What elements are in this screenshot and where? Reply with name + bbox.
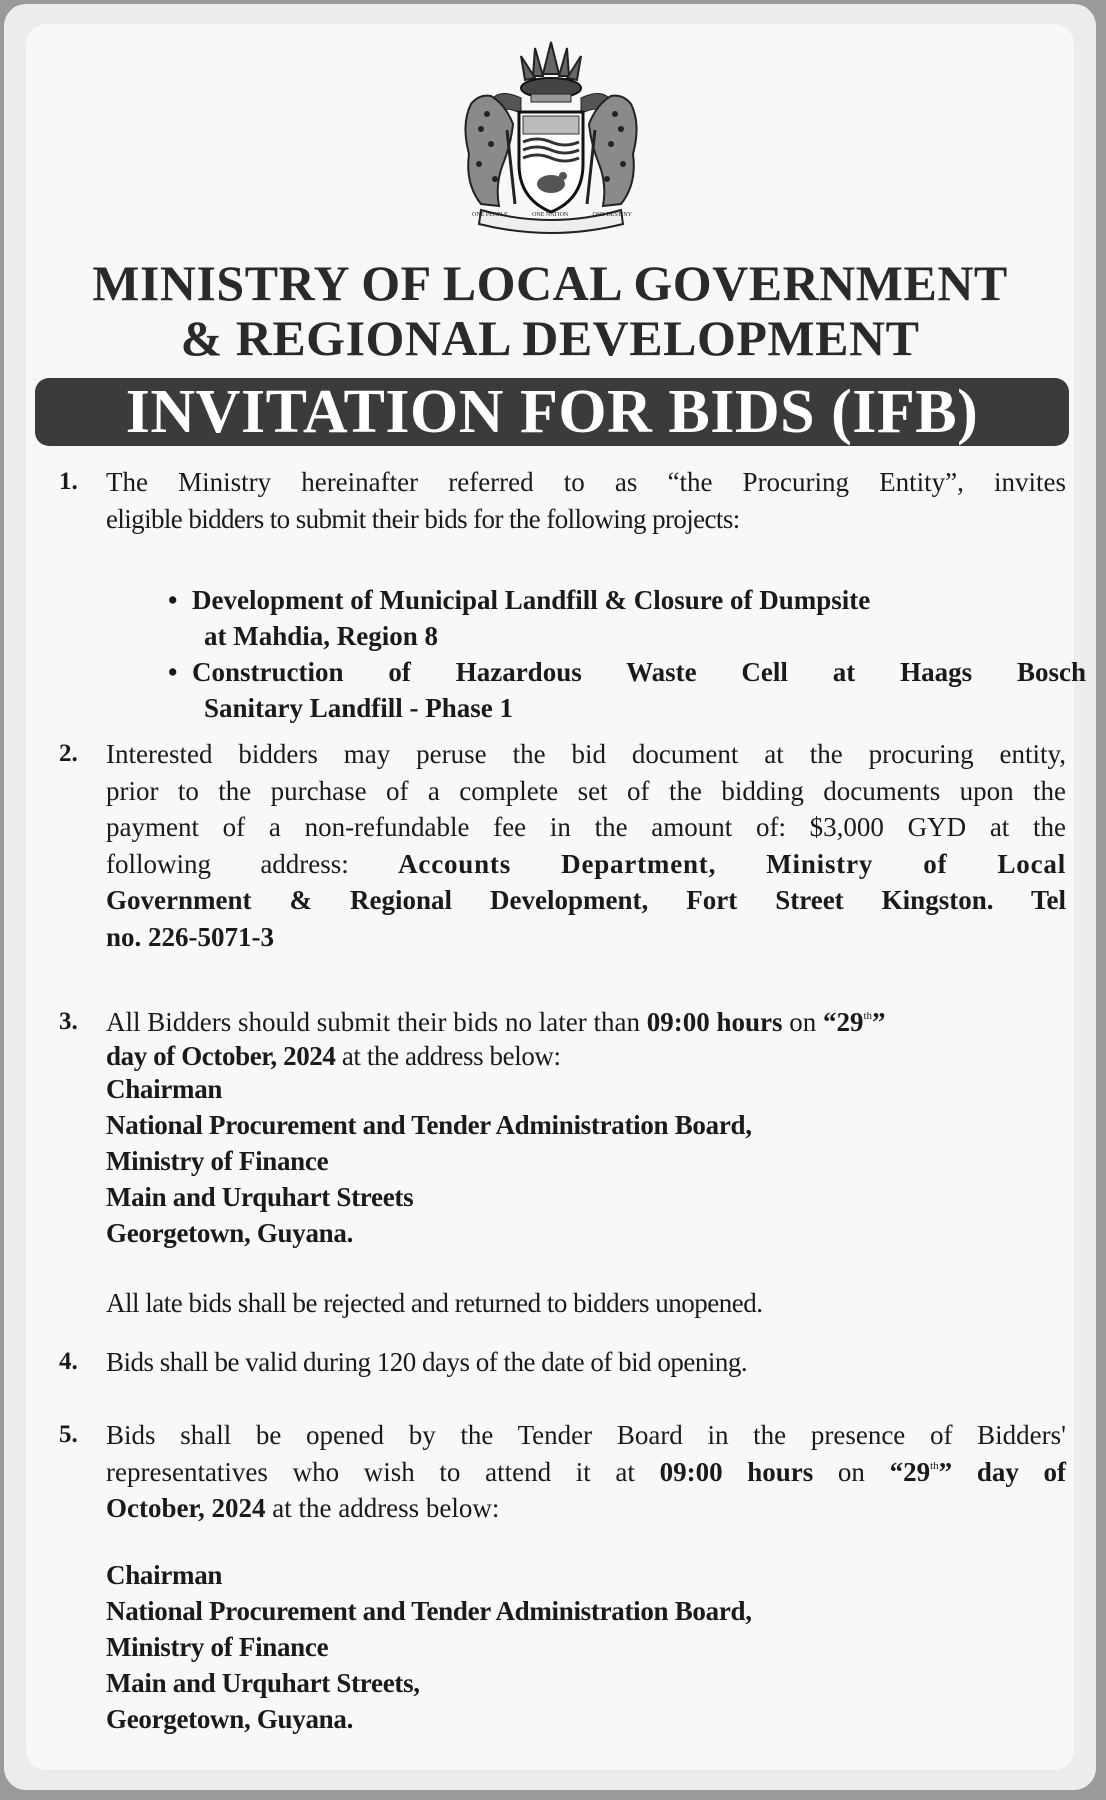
opening-day: “29 xyxy=(889,1456,931,1487)
list-item xyxy=(168,654,1086,726)
clause-text xyxy=(106,1004,1066,1321)
bullet-icon: • xyxy=(168,657,178,687)
late-bids-note: All late bids shall be rejected and returned to bidders unopened. xyxy=(106,1287,763,1318)
opening-address xyxy=(106,1557,1066,1737)
text-line xyxy=(106,846,1066,883)
list-item xyxy=(168,582,1086,654)
text-line xyxy=(106,1454,1066,1491)
address-line: Ministry of Finance xyxy=(106,1145,329,1176)
address-line: Chairman xyxy=(106,1559,223,1590)
deadline-date: day of October, 2024 xyxy=(106,1040,336,1071)
clause-text: Bids shall be valid during 120 days of the date of bid opening. xyxy=(106,1347,748,1377)
deadline-time: 09:00 hours xyxy=(646,1007,783,1037)
clause-number: 4. xyxy=(59,1348,78,1375)
ministry-title-line1: MINISTRY OF LOCAL GOVERNMENT xyxy=(92,255,1008,311)
address-line: National Procurement and Tender Administration Board, xyxy=(106,1595,752,1626)
opening-date: October, 2024 xyxy=(106,1493,266,1523)
text-span: on xyxy=(782,1007,823,1037)
emblem-motto xyxy=(472,212,632,226)
submission-address xyxy=(106,1071,1066,1251)
notice-panel xyxy=(26,24,1086,1770)
text-line: Bids shall be opened by the Tender Board in the presence of Bidders' xyxy=(106,1420,1066,1450)
project-title: Development of Municipal Landfill & Closure of Dumpsite xyxy=(192,585,871,615)
text-span: on xyxy=(813,1456,890,1487)
clause-text xyxy=(106,736,1066,955)
clause-number: 5. xyxy=(59,1421,78,1448)
text-span: at the address below: xyxy=(335,1040,561,1071)
text-line: eligible bidders to submit their bids for the following projects: xyxy=(106,503,740,534)
ifb-banner: INVITATION FOR BIDS (IFB) xyxy=(35,378,1069,446)
ministry-title-line2: & REGIONAL DEVELOPMENT xyxy=(180,310,920,366)
notice-frame xyxy=(4,4,1096,1790)
bullet-icon: • xyxy=(168,585,178,615)
text-line xyxy=(106,1004,1066,1041)
opening-day-cont: ” day of xyxy=(938,1456,1067,1487)
text-line xyxy=(106,1490,1066,1527)
address-line: Main and Urquhart Streets, xyxy=(106,1667,420,1698)
text-line: The Ministry hereinafter referred to as “the Procuring Entity”, invites xyxy=(106,467,1066,497)
text-line: Interested bidders may peruse the bid document at the procuring entity, xyxy=(106,739,1066,769)
project-title-cont: Sanitary Landfill - Phase 1 xyxy=(204,693,514,723)
text-span: at the address below: xyxy=(265,1493,500,1523)
project-title: Construction of Hazardous Waste Cell at Haags Bosch xyxy=(192,657,1086,687)
text-line: prior to the purchase of a complete set of the bidding documents upon the xyxy=(106,775,1066,806)
quote-close: ” xyxy=(872,1007,886,1037)
clause-number: 1. xyxy=(59,468,78,495)
address-bold: Accounts Department, Ministry of Local xyxy=(398,848,1066,879)
project-list xyxy=(168,582,1086,726)
address-line: National Procurement and Tender Administration Board, xyxy=(106,1109,752,1140)
text-span: following address: xyxy=(106,848,399,879)
text-span: representatives who wish to attend it at xyxy=(106,1456,660,1487)
motto-word: ONE PEOPLE xyxy=(472,212,508,218)
address-bold-line: Government & Regional Development, Fort Street Kingston. Tel xyxy=(106,885,1066,915)
ordinal-suffix: th xyxy=(863,1010,873,1022)
motto-word: ONE DESTINY xyxy=(592,212,632,218)
clause-text xyxy=(106,1417,1066,1737)
address-line: Georgetown, Guyana. xyxy=(106,1703,354,1734)
clause-text xyxy=(106,464,1066,537)
ordinal-suffix: th xyxy=(930,1459,939,1472)
clause-number: 2. xyxy=(59,740,78,767)
address-line: Ministry of Finance xyxy=(106,1631,329,1662)
phone-number: no. 226-5071-3 xyxy=(106,921,274,952)
text-line xyxy=(106,1041,1066,1071)
text-span: All Bidders should submit their bids no later than xyxy=(106,1007,647,1037)
deadline-day: “29 xyxy=(822,1007,864,1037)
opening-time: 09:00 hours xyxy=(659,1456,814,1487)
coat-of-arms-emblem xyxy=(451,34,651,239)
clause-number: 3. xyxy=(59,1008,78,1035)
address-line: Main and Urquhart Streets xyxy=(106,1181,414,1212)
address-line: Chairman xyxy=(106,1073,223,1104)
project-title-cont: at Mahdia, Region 8 xyxy=(204,621,439,651)
text-line: payment of a non-refundable fee in the amount of: $3,000 GYD at the xyxy=(106,812,1066,842)
motto-word: ONE NATION xyxy=(532,212,569,218)
address-line: Georgetown, Guyana. xyxy=(106,1217,354,1248)
